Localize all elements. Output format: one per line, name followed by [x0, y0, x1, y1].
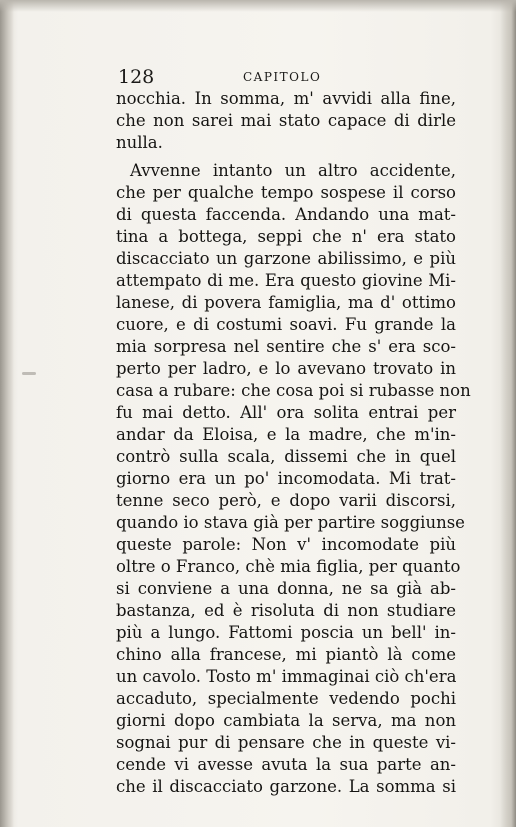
text-line: tina a bottega, seppi che n' era stato [116, 227, 456, 246]
text-line: bastanza, ed è risoluta di non studiare [116, 601, 456, 620]
text-line: lanese, di povera famiglia, ma d' ottimo [116, 293, 456, 312]
text-line: quando io stava già per partire soggiunse [116, 513, 465, 532]
text-line: casa a rubare: che cosa poi si rubasse non [116, 381, 471, 400]
text-line: si conviene a una donna, ne sa già ab- [116, 579, 456, 598]
page-edge [500, 0, 516, 827]
text-line: di questa faccenda. Andando una mat- [116, 205, 456, 224]
text-line: più a lungo. Fattomi poscia un bell' in- [116, 623, 456, 642]
text-line: un cavolo. Tosto m' immaginai ciò ch'era [116, 667, 457, 686]
text-line: sognai pur di pensare che in queste vi- [116, 733, 456, 752]
text-line: mia sorpresa nel sentire che s' era sco- [116, 337, 456, 356]
text-line: Avvenne intanto un altro accidente, [130, 161, 456, 180]
text-line: cuore, e di costumi soavi. Fu grande la [116, 315, 456, 334]
text-line: nulla. [116, 133, 163, 152]
text-line: tenne seco però, e dopo varii discorsi, [116, 491, 456, 510]
binding-edge [0, 0, 14, 827]
text-line: giorno era un po' incomodata. Mi trat- [116, 469, 456, 488]
text-line: andar da Eloisa, e la madre, che m'in- [116, 425, 456, 444]
text-line: fu mai detto. All' ora solita entrai per [116, 403, 456, 422]
running-head [118, 66, 458, 90]
text-line: perto per ladro, e lo avevano trovato in [116, 359, 456, 378]
text-line: chino alla francese, mi piantò là come [116, 645, 456, 664]
text-line: che per qualche tempo sospese il corso [116, 183, 456, 202]
text-line: oltre o Franco, chè mia figlia, per quanto [116, 557, 461, 576]
body-text [116, 88, 471, 798]
text-line: attempato di me. Era questo giovine Mi- [116, 271, 456, 290]
page-number: 128 [118, 66, 155, 88]
text-line: che non sarei mai stato capace di dirle [116, 111, 456, 130]
chapter-heading: CAPITOLO [243, 70, 322, 84]
text-line: queste parole: Non v' incomodate più [116, 535, 456, 554]
text-line: nocchia. In somma, m' avvidi alla fine, [116, 89, 456, 108]
text-line: che il discacciato garzone. La somma si [116, 777, 456, 796]
top-shadow [0, 0, 516, 12]
text-line: accaduto, specialmente vedendo pochi [116, 689, 456, 708]
text-line: giorni dopo cambiata la serva, ma non [116, 711, 456, 730]
text-line: cende vi avesse avuta la sua parte an- [116, 755, 456, 774]
text-line: contrò sulla scala, dissemi che in quel [116, 447, 456, 466]
text-line: discacciato un garzone abilissimo, e più [116, 249, 456, 268]
ink-smudge [22, 372, 36, 375]
